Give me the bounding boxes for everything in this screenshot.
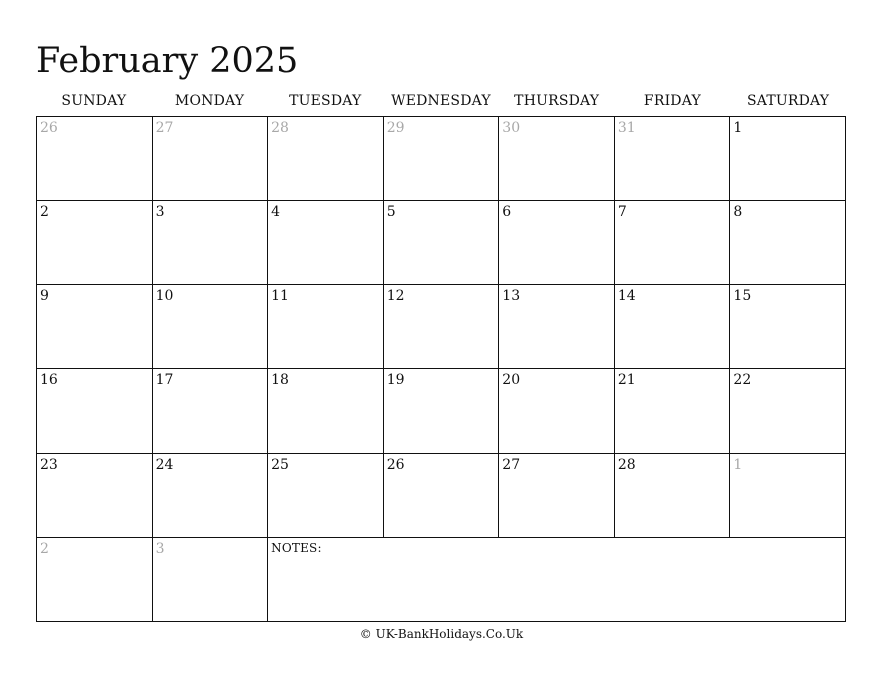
day-cell [384, 201, 500, 285]
day-number: 3 [155, 204, 165, 221]
day-cell [615, 285, 731, 369]
day-number: 9 [40, 288, 49, 305]
day-cell [384, 117, 500, 201]
day-cell [153, 538, 269, 622]
day-number: 28 [617, 456, 636, 473]
day-number: 7 [617, 204, 627, 221]
day-cell [268, 369, 384, 453]
day-number: 24 [155, 456, 174, 473]
day-number: 28 [271, 120, 289, 136]
day-cell [153, 201, 269, 285]
day-cell [153, 454, 269, 538]
day-number: 31 [617, 120, 636, 136]
day-cell [384, 454, 500, 538]
day-cell [499, 285, 615, 369]
day-cell [37, 117, 153, 201]
day-cell [268, 117, 384, 201]
weekday-header-row [36, 90, 846, 112]
day-number: 2 [40, 540, 49, 557]
day-number: 1 [733, 120, 743, 136]
weekday-tuesday: TUESDAY [289, 93, 362, 109]
day-cell [730, 369, 846, 453]
day-number: 8 [733, 204, 743, 221]
day-number: 11 [271, 288, 289, 305]
day-number: 12 [386, 288, 405, 305]
day-cell [730, 201, 846, 285]
day-cell [37, 454, 153, 538]
day-number: 26 [40, 120, 58, 136]
day-cell [499, 117, 615, 201]
day-cell [268, 201, 384, 285]
day-cell [730, 285, 846, 369]
notes-label: NOTES: [271, 540, 322, 555]
weekday-saturday: SATURDAY [747, 93, 830, 109]
weekday-friday: FRIDAY [643, 93, 701, 109]
day-cell [268, 454, 384, 538]
copyright-footer: © UK-BankHolidays.Co.Uk [359, 627, 524, 641]
day-cell [615, 369, 731, 453]
day-cell [153, 285, 269, 369]
day-cell [37, 285, 153, 369]
day-number: 23 [40, 456, 58, 473]
day-cell [37, 369, 153, 453]
day-number: 30 [502, 120, 521, 136]
day-number: 17 [155, 372, 174, 389]
day-cell [153, 369, 269, 453]
calendar-grid [36, 116, 846, 622]
day-cell [384, 285, 500, 369]
day-number: 2 [40, 204, 49, 221]
day-number: 27 [502, 456, 521, 473]
day-number: 19 [386, 372, 405, 389]
day-number: 16 [40, 372, 58, 389]
day-number: 1 [733, 456, 743, 473]
day-number: 5 [386, 204, 396, 221]
weekday-wednesday: WEDNESDAY [391, 93, 491, 109]
day-number: 6 [502, 204, 512, 221]
weekday-monday: MONDAY [174, 93, 245, 109]
day-number: 26 [386, 456, 405, 473]
weekday-thursday: THURSDAY [514, 93, 600, 109]
day-cell [615, 454, 731, 538]
weekday-sunday: SUNDAY [61, 93, 127, 109]
day-number: 14 [617, 288, 636, 305]
day-cell [615, 117, 731, 201]
day-number: 15 [733, 288, 752, 305]
day-number: 29 [386, 120, 405, 136]
day-number: 18 [271, 372, 289, 389]
day-number: 20 [502, 372, 521, 389]
day-number: 4 [271, 204, 281, 221]
day-cell [268, 285, 384, 369]
day-cell [37, 201, 153, 285]
day-number: 10 [155, 288, 174, 305]
day-number: 22 [733, 372, 752, 389]
page-title: February 2025 [36, 41, 299, 81]
day-cell [615, 201, 731, 285]
day-number: 21 [617, 372, 636, 389]
day-cell [37, 538, 153, 622]
day-number: 27 [155, 120, 174, 136]
day-cell [499, 454, 615, 538]
day-number: 25 [271, 456, 289, 473]
day-cell [499, 369, 615, 453]
day-cell [499, 201, 615, 285]
day-cell [730, 117, 846, 201]
day-number: 3 [155, 540, 165, 557]
day-cell [153, 117, 269, 201]
notes-area[interactable] [268, 538, 846, 622]
day-cell [384, 369, 500, 453]
day-cell [730, 454, 846, 538]
day-number: 13 [502, 288, 521, 305]
